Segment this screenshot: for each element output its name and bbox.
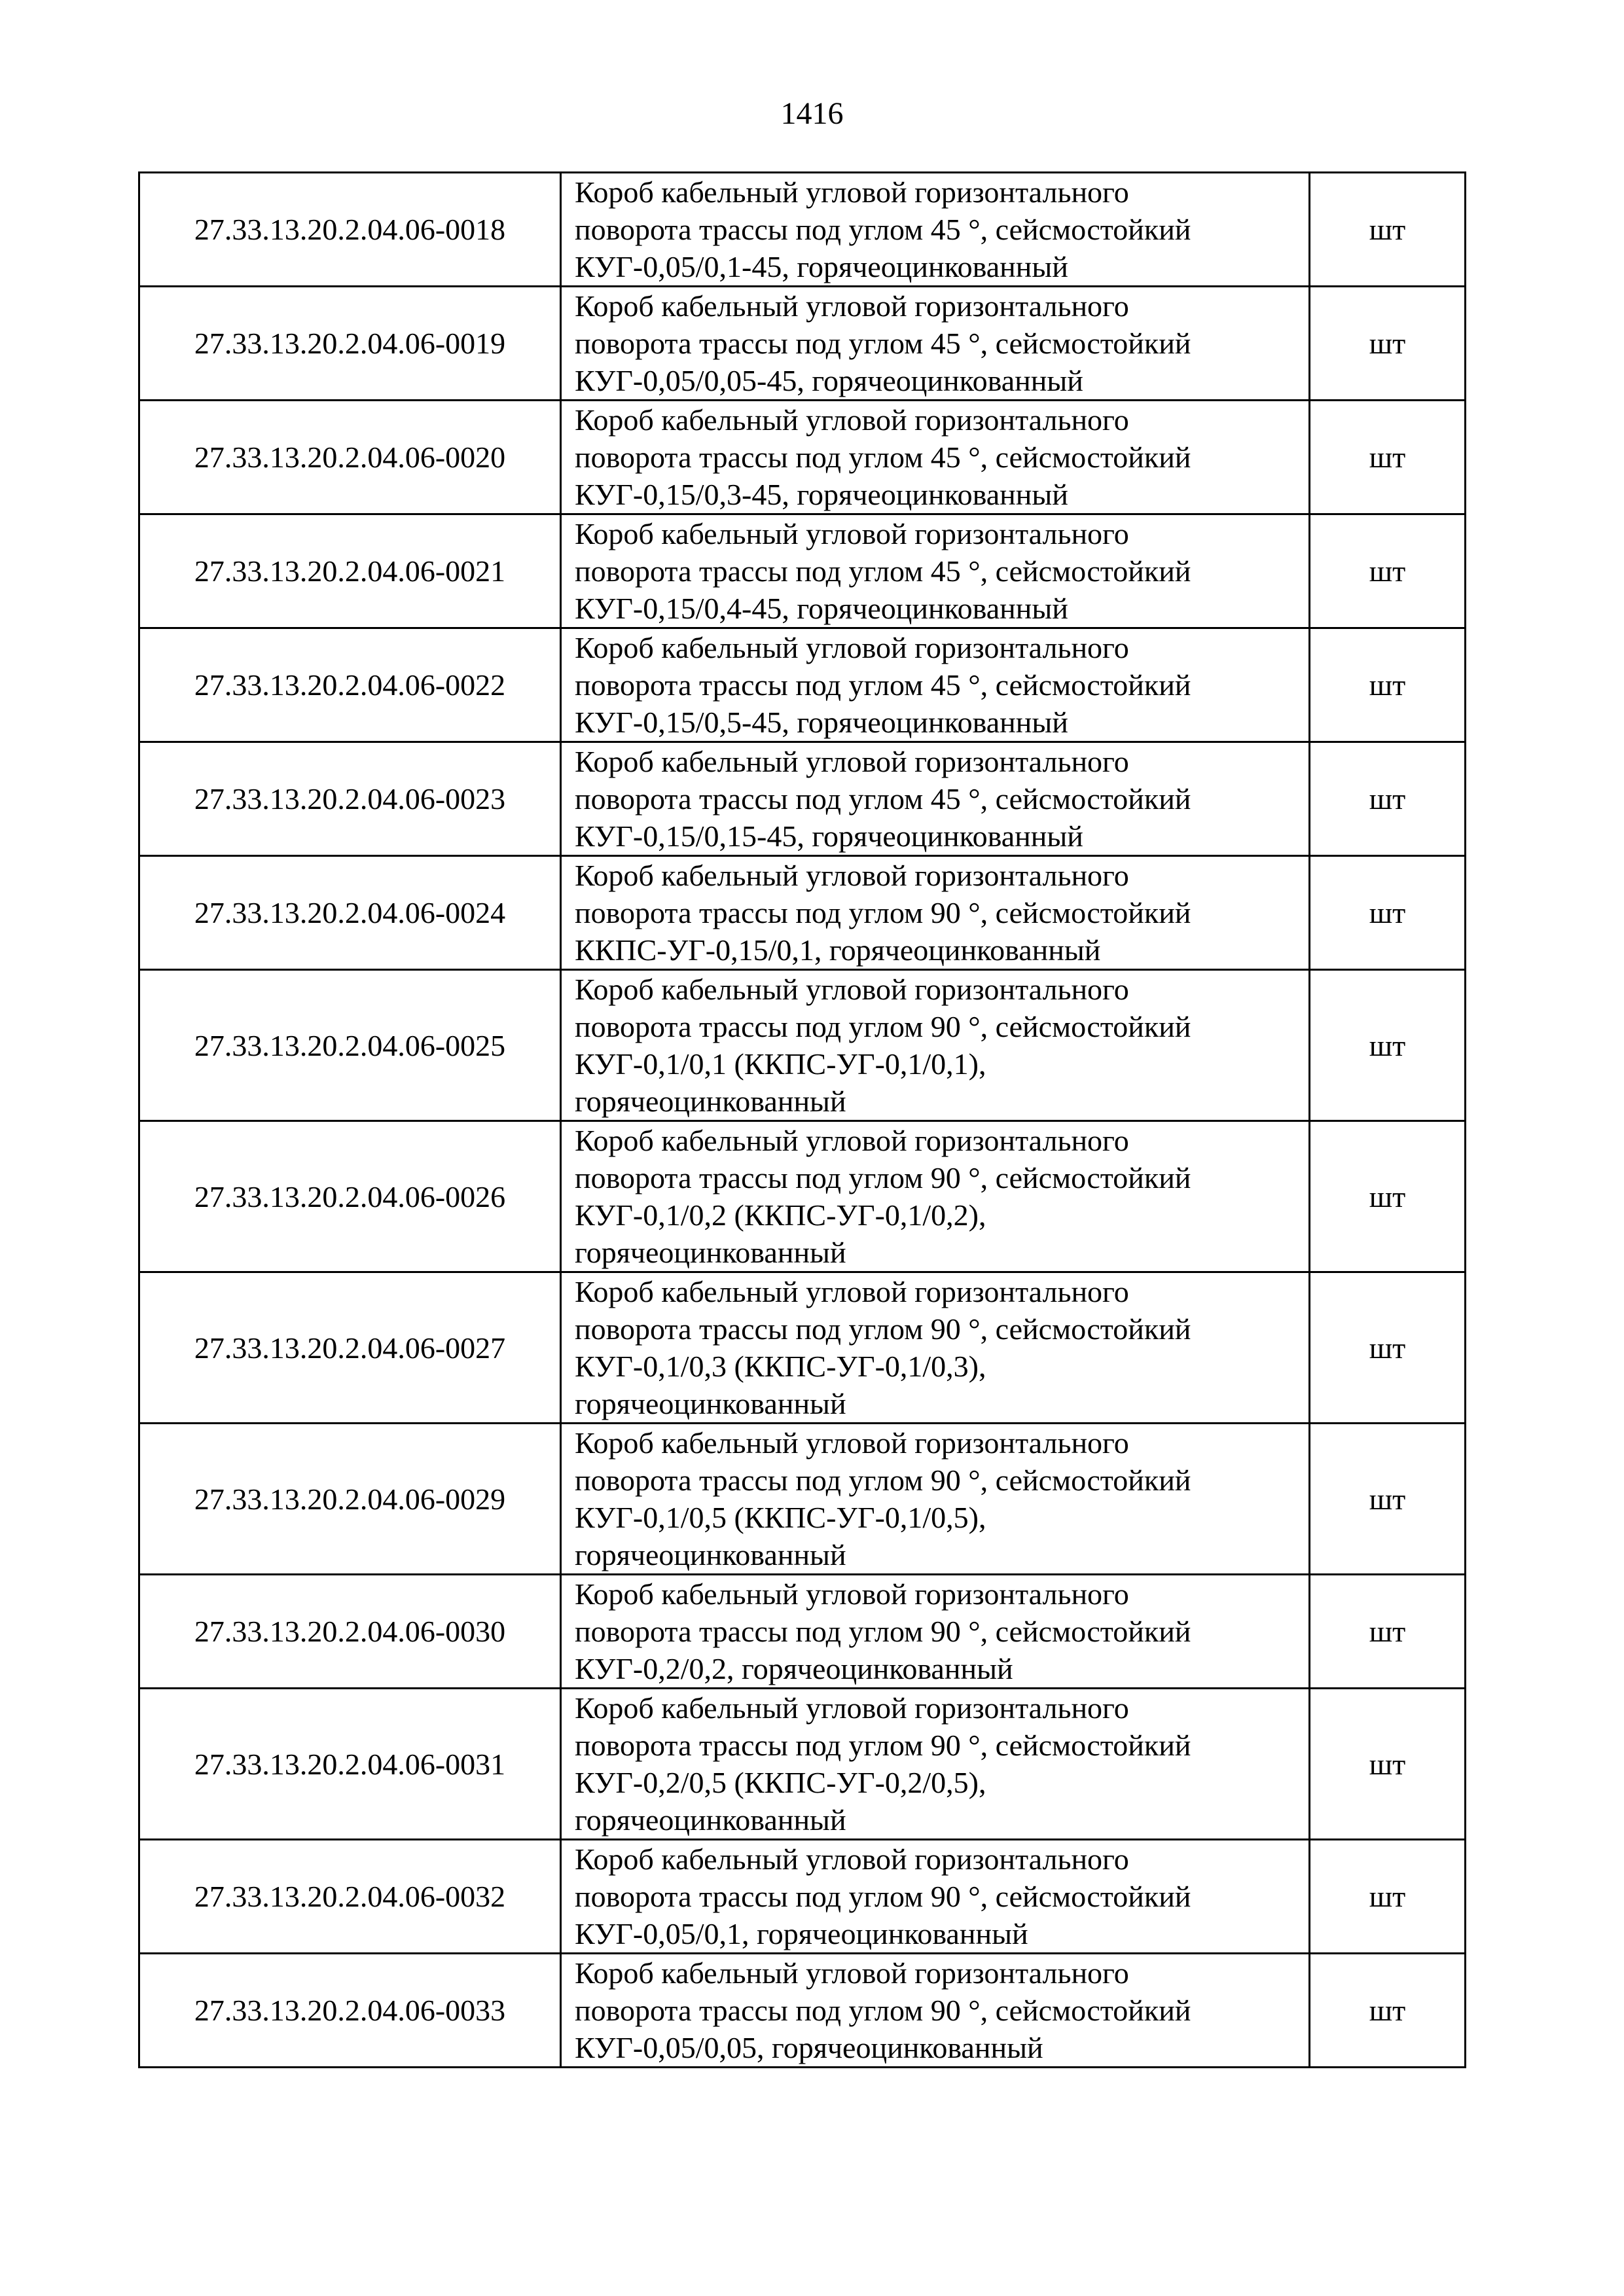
unit-cell: шт <box>1310 1272 1466 1424</box>
table-row <box>139 1840 1466 1954</box>
code-cell: 27.33.13.20.2.04.06-0033 <box>139 1954 561 2068</box>
code-cell: 27.33.13.20.2.04.06-0030 <box>139 1575 561 1689</box>
code-cell: 27.33.13.20.2.04.06-0021 <box>139 514 561 628</box>
name-cell: Короб кабельный угловой горизонтального поворота трассы под углом 90 °, сейсмостойкий КУГ-0,05/0,05, горячеоцинкованный <box>561 1954 1310 2068</box>
code-cell: 27.33.13.20.2.04.06-0029 <box>139 1424 561 1575</box>
name-cell: Короб кабельный угловой горизонтального поворота трассы под углом 45 °, сейсмостойкий КУГ-0,15/0,4-45, горячеоцинкованный <box>561 514 1310 628</box>
unit-cell: шт <box>1310 1121 1466 1272</box>
code-cell: 27.33.13.20.2.04.06-0027 <box>139 1272 561 1424</box>
table-row <box>139 173 1466 287</box>
unit-cell: шт <box>1310 856 1466 970</box>
name-cell: Короб кабельный угловой горизонтального поворота трассы под углом 90 °, сейсмостойкий ККПС-УГ-0,15/0,1, горячеоцинкованный <box>561 856 1310 970</box>
name-cell: Короб кабельный угловой горизонтального поворота трассы под углом 90 °, сейсмостойкий КУГ-0,1/0,3 (ККПС-УГ-0,1/0,3), горячеоцинкованный <box>561 1272 1310 1424</box>
unit-cell: шт <box>1310 1575 1466 1689</box>
unit-cell: шт <box>1310 287 1466 401</box>
code-cell: 27.33.13.20.2.04.06-0031 <box>139 1689 561 1840</box>
table-row <box>139 1689 1466 1840</box>
table-row <box>139 742 1466 856</box>
table-row <box>139 856 1466 970</box>
unit-cell: шт <box>1310 514 1466 628</box>
unit-cell: шт <box>1310 1954 1466 2068</box>
name-cell: Короб кабельный угловой горизонтального поворота трассы под углом 45 °, сейсмостойкий КУГ-0,15/0,15-45, горячеоцинкованный <box>561 742 1310 856</box>
name-cell: Короб кабельный угловой горизонтального поворота трассы под углом 90 °, сейсмостойкий КУГ-0,05/0,1, горячеоцинкованный <box>561 1840 1310 1954</box>
table-row <box>139 1272 1466 1424</box>
unit-cell: шт <box>1310 173 1466 287</box>
code-cell: 27.33.13.20.2.04.06-0024 <box>139 856 561 970</box>
table-row <box>139 1954 1466 2068</box>
code-cell: 27.33.13.20.2.04.06-0025 <box>139 970 561 1121</box>
unit-cell: шт <box>1310 970 1466 1121</box>
name-cell: Короб кабельный угловой горизонтального поворота трассы под углом 90 °, сейсмостойкий КУГ-0,2/0,5 (ККПС-УГ-0,2/0,5), горячеоцинкованный <box>561 1689 1310 1840</box>
unit-cell: шт <box>1310 1424 1466 1575</box>
name-cell: Короб кабельный угловой горизонтального поворота трассы под углом 90 °, сейсмостойкий КУГ-0,2/0,2, горячеоцинкованный <box>561 1575 1310 1689</box>
unit-cell: шт <box>1310 401 1466 514</box>
table-row <box>139 970 1466 1121</box>
name-cell: Короб кабельный угловой горизонтального поворота трассы под углом 45 °, сейсмостойкий КУГ-0,05/0,05-45, горячеоцинкованный <box>561 287 1310 401</box>
table-row <box>139 287 1466 401</box>
code-cell: 27.33.13.20.2.04.06-0032 <box>139 1840 561 1954</box>
page-number: 1416 <box>780 96 844 131</box>
code-cell: 27.33.13.20.2.04.06-0022 <box>139 628 561 742</box>
table-row <box>139 514 1466 628</box>
code-cell: 27.33.13.20.2.04.06-0018 <box>139 173 561 287</box>
name-cell: Короб кабельный угловой горизонтального поворота трассы под углом 45 °, сейсмостойкий КУГ-0,15/0,5-45, горячеоцинкованный <box>561 628 1310 742</box>
table-row <box>139 1424 1466 1575</box>
table-row <box>139 1575 1466 1689</box>
table-row <box>139 628 1466 742</box>
code-cell: 27.33.13.20.2.04.06-0020 <box>139 401 561 514</box>
spec-table-body <box>139 173 1466 2068</box>
name-cell: Короб кабельный угловой горизонтального поворота трассы под углом 45 °, сейсмостойкий КУГ-0,15/0,3-45, горячеоцинкованный <box>561 401 1310 514</box>
name-cell: Короб кабельный угловой горизонтального поворота трассы под углом 45 °, сейсмостойкий КУГ-0,05/0,1-45, горячеоцинкованный <box>561 173 1310 287</box>
name-cell: Короб кабельный угловой горизонтального поворота трассы под углом 90 °, сейсмостойкий КУГ-0,1/0,1 (ККПС-УГ-0,1/0,1), горячеоцинкованный <box>561 970 1310 1121</box>
name-cell: Короб кабельный угловой горизонтального поворота трассы под углом 90 °, сейсмостойкий КУГ-0,1/0,5 (ККПС-УГ-0,1/0,5), горячеоцинкованный <box>561 1424 1310 1575</box>
unit-cell: шт <box>1310 628 1466 742</box>
code-cell: 27.33.13.20.2.04.06-0026 <box>139 1121 561 1272</box>
name-cell: Короб кабельный угловой горизонтального поворота трассы под углом 90 °, сейсмостойкий КУГ-0,1/0,2 (ККПС-УГ-0,1/0,2), горячеоцинкованный <box>561 1121 1310 1272</box>
unit-cell: шт <box>1310 1840 1466 1954</box>
unit-cell: шт <box>1310 742 1466 856</box>
table-row <box>139 1121 1466 1272</box>
code-cell: 27.33.13.20.2.04.06-0023 <box>139 742 561 856</box>
table-row <box>139 401 1466 514</box>
spec-table <box>138 171 1466 2068</box>
unit-cell: шт <box>1310 1689 1466 1840</box>
code-cell: 27.33.13.20.2.04.06-0019 <box>139 287 561 401</box>
